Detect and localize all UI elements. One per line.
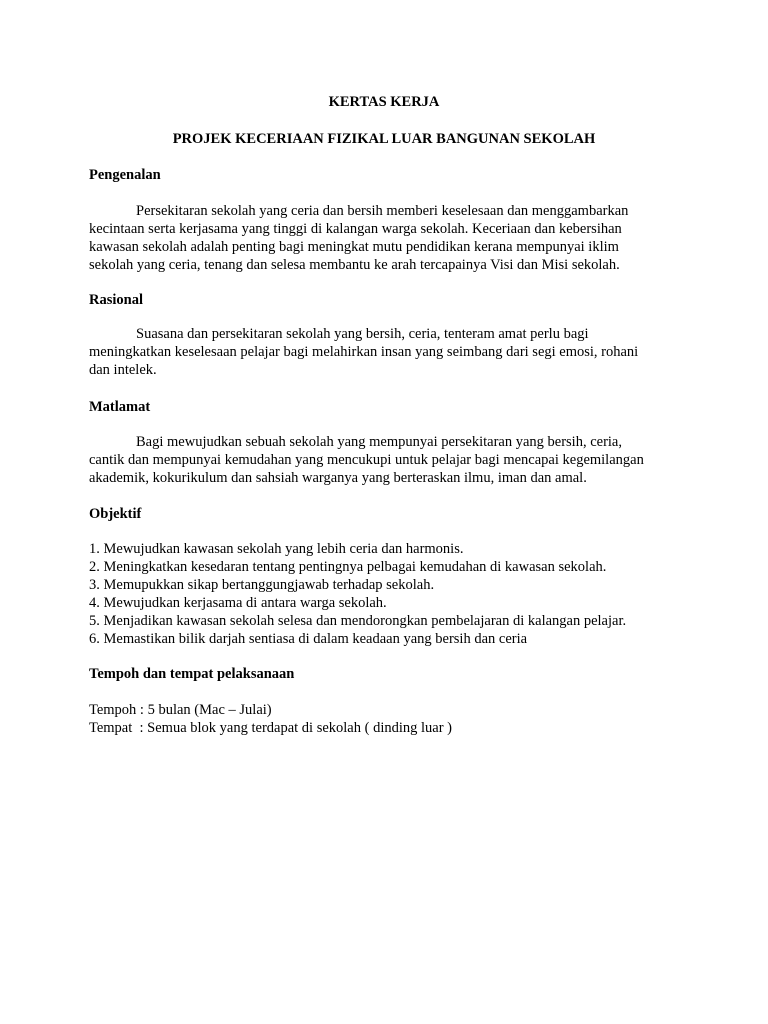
paragraph-line: sekolah yang ceria, tenang dan selesa membantu ke arah tercapainya Visi dan Misi sekolah. (89, 257, 620, 273)
list-item: 6. Memastikan bilik darjah sentiasa di dalam keadaan yang bersih dan ceria (89, 631, 528, 647)
paragraph-rasional (89, 325, 689, 379)
document-title: KERTAS KERJA (328, 94, 440, 110)
heading-matlamat: Matlamat (89, 399, 151, 415)
paragraph-tempoh (89, 701, 689, 737)
objektif-list (89, 540, 699, 648)
paragraph-line: meningkatkan keselesaan pelajar bagi melahirkan insan yang seimbang dari segi emosi, rohani (89, 344, 639, 360)
tempoh-line: Tempoh : 5 bulan (Mac – Julai) (89, 702, 272, 718)
list-item: 4. Mewujudkan kerjasama di antara warga sekolah. (89, 595, 387, 611)
paragraph-matlamat (89, 433, 689, 487)
paragraph-line: kawasan sekolah adalah penting bagi meningkat mutu pendidikan kerana mempunyai iklim (89, 239, 619, 255)
list-item: 3. Memupukkan sikap bertanggungjawab terhadap sekolah. (89, 577, 435, 593)
paragraph-line: Persekitaran sekolah yang ceria dan bersih memberi keselesaan dan menggambarkan (136, 203, 629, 219)
paragraph-line: kecintaan serta kerjasama yang tinggi di kalangan warga sekolah. Keceriaan dan kebersihan (89, 221, 622, 237)
paragraph-line: dan intelek. (89, 362, 157, 378)
paragraph-line: cantik dan mempunyai kemudahan yang mencukupi untuk pelajar bagi mencapai kegemilangan (89, 452, 644, 468)
paragraph-line: Suasana dan persekitaran sekolah yang bersih, ceria, tenteram amat perlu bagi (136, 326, 589, 342)
heading-pengenalan: Pengenalan (89, 167, 161, 183)
list-item: 5. Menjadikan kawasan sekolah selesa dan mendorongkan pembelajaran di kalangan pelajar. (89, 613, 627, 629)
heading-objektif: Objektif (89, 506, 142, 522)
heading-rasional: Rasional (89, 292, 143, 308)
list-item: 1. Mewujudkan kawasan sekolah yang lebih ceria dan harmonis. (89, 541, 464, 557)
heading-tempoh: Tempoh dan tempat pelaksanaan (89, 666, 295, 682)
tempat-line: Tempat : Semua blok yang terdapat di sekolah ( dinding luar ) (89, 720, 453, 736)
document-subtitle: PROJEK KECERIAAN FIZIKAL LUAR BANGUNAN SEKOLAH (172, 131, 596, 147)
paragraph-line: Bagi mewujudkan sebuah sekolah yang mempunyai persekitaran yang bersih, ceria, (136, 434, 622, 450)
paragraph-pengenalan (89, 202, 689, 274)
paragraph-line: akademik, kokurikulum dan sahsiah warganya yang berteraskan ilmu, iman dan amal. (89, 470, 587, 486)
list-item: 2. Meningkatkan kesedaran tentang pentingnya pelbagai kemudahan di kawasan sekolah. (89, 559, 607, 575)
